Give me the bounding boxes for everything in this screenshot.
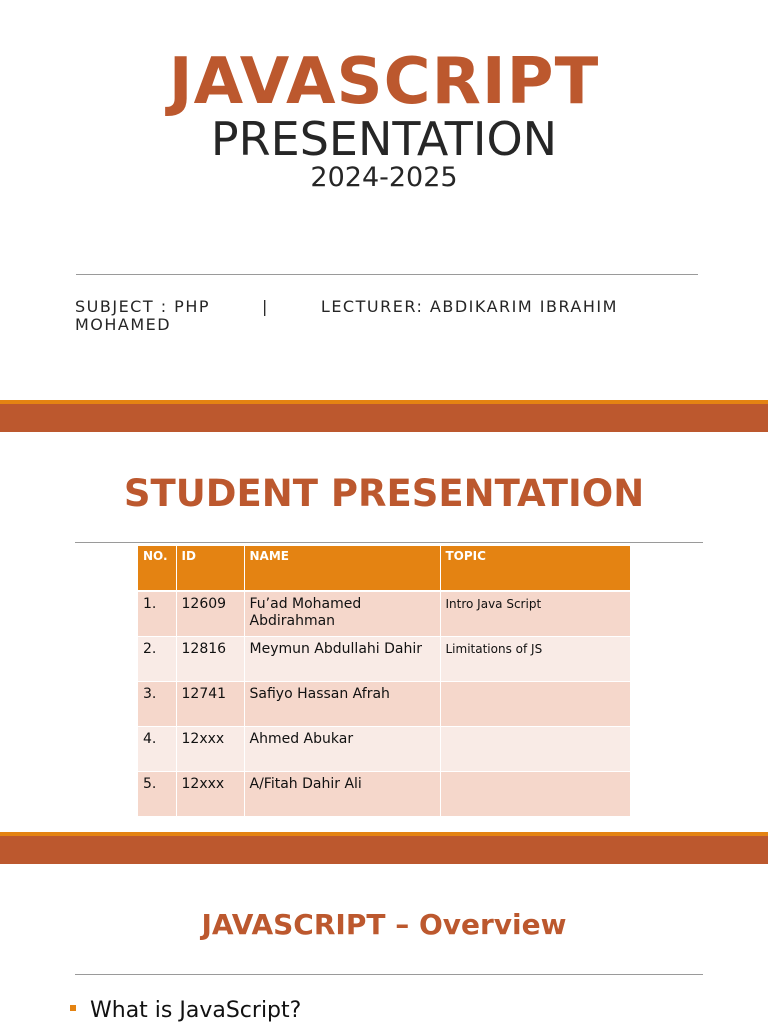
bullet-square-icon [70,1005,76,1011]
students-table [138,546,631,817]
cell-name: A/Fitah Dahir Ali [244,772,440,817]
bullet-text: What is JavaScript? [90,998,302,1023]
slide-title: STUDENT PRESENTATION [123,472,645,515]
title-slide [0,0,768,400]
lecturer-text: LECTURER: ABDIKARIM IBRAHIM MOHAMED [75,297,618,334]
cell-no: 5. [138,772,176,817]
cell-id: 12816 [176,637,244,682]
table-row [138,727,630,772]
cell-no: 1. [138,591,176,637]
cell-topic [440,727,630,772]
divider [75,542,703,543]
divider [75,974,703,975]
table-header-row [138,546,630,591]
cell-id: 12xxx [176,727,244,772]
cell-name: Fu’ad Mohamed Abdirahman [244,591,440,637]
cell-name: Safiyo Hassan Afrah [244,682,440,727]
cell-id: 12741 [176,682,244,727]
subject-lecturer-line [75,298,675,334]
col-header-name: NAME [244,546,440,591]
cell-topic [440,682,630,727]
cell-no: 4. [138,727,176,772]
slide-title: JAVASCRIPT – Overview [201,908,567,941]
cell-topic: Intro Java Script [440,591,630,637]
slide-subtitle: PRESENTATION [210,112,558,166]
col-header-no: NO. [138,546,176,591]
cell-topic: Limitations of JS [440,637,630,682]
col-header-topic: TOPIC [440,546,630,591]
divider [76,274,698,275]
slide-divider-band [0,832,768,864]
table-row [138,682,630,727]
table-row [138,772,630,817]
col-header-id: ID [176,546,244,591]
cell-name: Meymun Abdullahi Dahir [244,637,440,682]
separator-text: | [262,297,269,316]
slide-divider-band [0,400,768,432]
bullet-item [70,998,301,1024]
cell-topic [440,772,630,817]
cell-no: 3. [138,682,176,727]
cell-id: 12609 [176,591,244,637]
slide-title: JAVASCRIPT [168,45,600,119]
subject-text: SUBJECT : PHP [75,297,211,316]
student-slide [0,432,768,832]
cell-no: 2. [138,637,176,682]
table-row [138,637,630,682]
slide-year: 2024-2025 [310,162,458,193]
cell-id: 12xxx [176,772,244,817]
cell-name: Ahmed Abukar [244,727,440,772]
table-row [138,591,630,637]
overview-slide [0,864,768,1024]
